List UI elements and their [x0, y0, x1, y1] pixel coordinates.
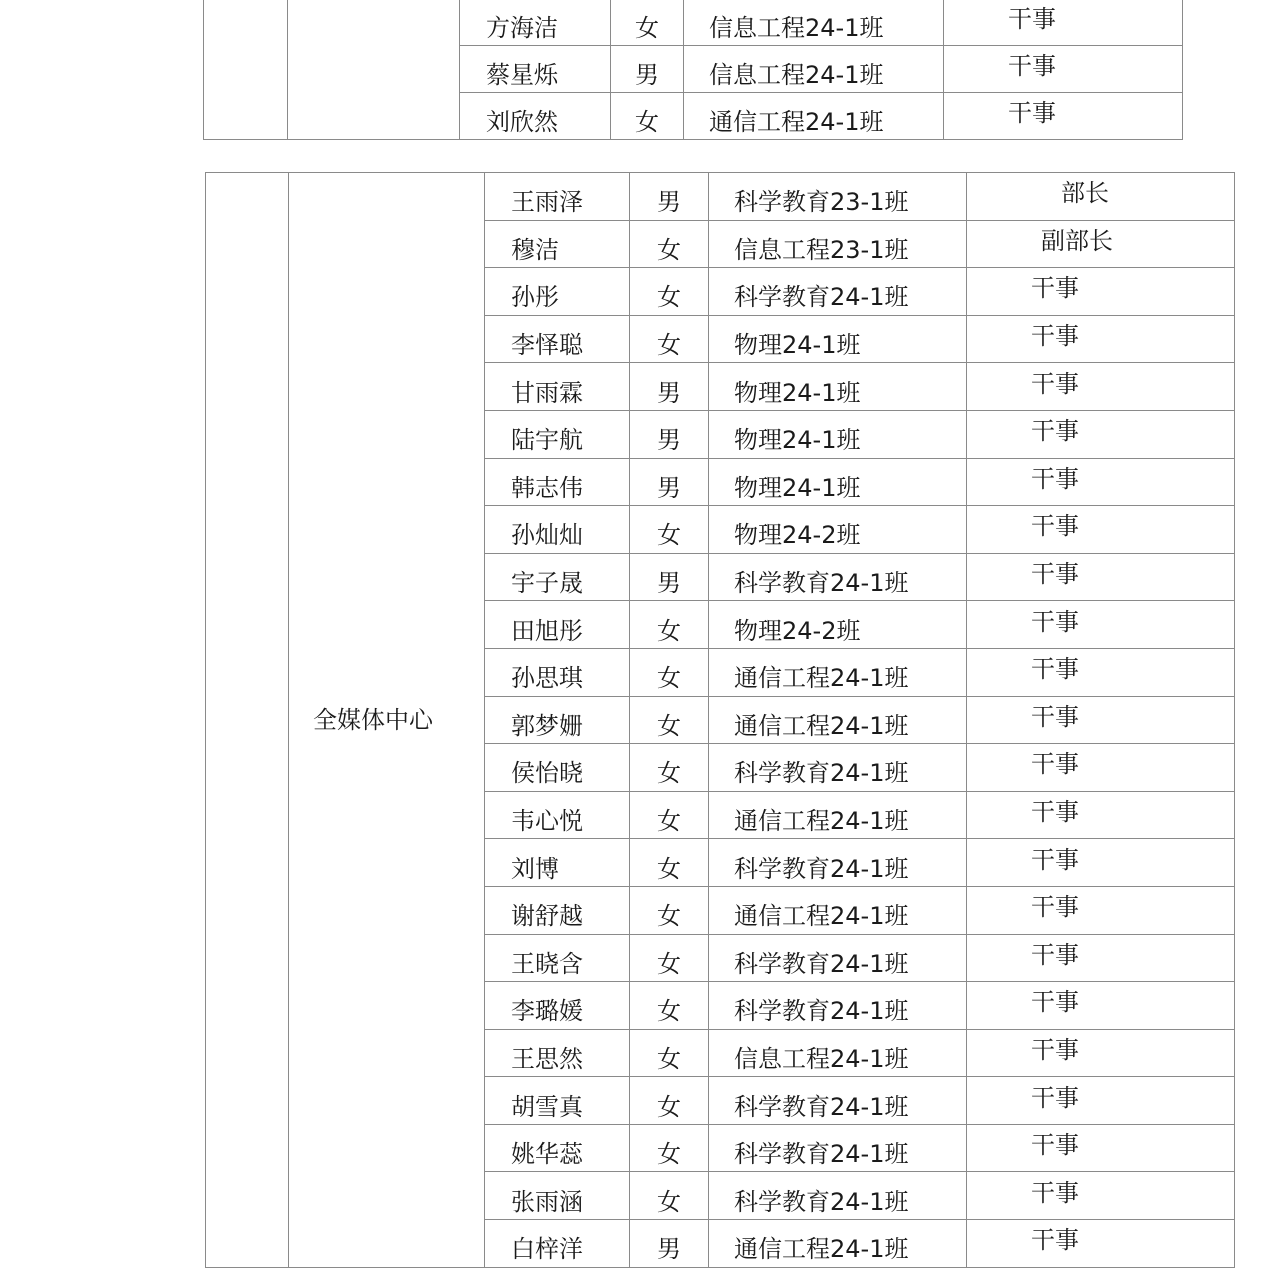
name-cell: [485, 934, 630, 982]
class-cell: [709, 791, 967, 839]
role-cell: [967, 220, 1235, 268]
class-cell-text: 通信工程24-1班: [734, 902, 909, 931]
name-cell: [460, 46, 611, 93]
name-cell: [485, 553, 630, 601]
blank-column-cell: [206, 173, 289, 1268]
name-cell-text: 白梓洋: [511, 1235, 583, 1264]
name-cell: [460, 0, 611, 46]
name-cell-text: 王雨泽: [511, 188, 583, 217]
class-cell: [709, 696, 967, 744]
role-cell-text: 干事: [1031, 893, 1079, 922]
role-cell-text: 干事: [1031, 607, 1079, 636]
class-cell: [684, 46, 944, 93]
name-cell: [485, 744, 630, 792]
class-cell: [709, 458, 967, 506]
gender-cell: [630, 934, 709, 982]
gender-cell: [630, 1220, 709, 1268]
role-cell-text: 干事: [1031, 274, 1079, 303]
name-cell: [485, 315, 630, 363]
gender-cell: [630, 506, 709, 554]
name-cell-text: 刘博: [511, 854, 559, 883]
gender-cell: [630, 1124, 709, 1172]
name-cell-text: 陆宇航: [511, 426, 583, 455]
name-cell-text: 李璐媛: [511, 997, 583, 1026]
name-cell: [485, 363, 630, 411]
role-cell-text: 干事: [1031, 417, 1079, 446]
name-cell-text: 侯怡晓: [511, 759, 583, 788]
gender-cell-text: 女: [657, 1140, 681, 1169]
role-cell: [967, 982, 1235, 1030]
role-cell-text: 干事: [1031, 655, 1079, 684]
gender-cell: [630, 268, 709, 316]
name-cell: [485, 1124, 630, 1172]
name-cell: [485, 1029, 630, 1077]
gender-cell-text: 女: [657, 616, 681, 645]
gender-cell: [630, 1077, 709, 1125]
class-cell-text: 信息工程24-1班: [734, 1044, 909, 1073]
class-cell: [709, 1029, 967, 1077]
role-cell: [967, 886, 1235, 934]
class-cell-text: 物理24-1班: [734, 473, 861, 502]
role-cell-text: 干事: [1031, 845, 1079, 874]
class-cell-text: 科学教育24-1班: [734, 949, 909, 978]
gender-cell-text: 男: [635, 61, 659, 89]
class-cell-text: 通信工程24-1班: [734, 711, 909, 740]
name-cell-text: 韦心悦: [511, 807, 583, 836]
name-cell-text: 甘雨霖: [511, 378, 583, 407]
class-cell: [709, 173, 967, 221]
class-cell-text: 科学教育24-1班: [734, 1187, 909, 1216]
role-cell: [967, 601, 1235, 649]
blank-column-cell: [204, 0, 288, 140]
gender-cell-text: 女: [657, 759, 681, 788]
role-cell-text: 干事: [1031, 988, 1079, 1017]
gender-cell-text: 女: [657, 854, 681, 883]
class-cell-text: 通信工程24-1班: [734, 664, 909, 693]
name-cell: [485, 1172, 630, 1220]
name-cell: [460, 93, 611, 140]
name-cell-text: 谢舒越: [511, 902, 583, 931]
name-cell: [485, 696, 630, 744]
gender-cell-text: 男: [657, 188, 681, 217]
role-cell: [967, 1172, 1235, 1220]
name-cell-text: 孙灿灿: [511, 521, 583, 550]
name-cell: [485, 458, 630, 506]
name-cell-text: 张雨涵: [511, 1187, 583, 1216]
class-cell: [709, 839, 967, 887]
gender-cell-text: 女: [657, 949, 681, 978]
role-cell-text: 干事: [1031, 750, 1079, 779]
name-cell-text: 王思然: [511, 1044, 583, 1073]
name-cell: [485, 410, 630, 458]
table-row: [206, 173, 1235, 221]
gender-cell: [630, 410, 709, 458]
gender-cell: [630, 1029, 709, 1077]
class-cell: [709, 934, 967, 982]
role-cell: [967, 648, 1235, 696]
name-cell: [485, 648, 630, 696]
gender-cell-text: 男: [657, 569, 681, 598]
class-cell-text: 科学教育24-1班: [734, 759, 909, 788]
table-row: [204, 0, 1183, 46]
roster-table-main: [205, 172, 1235, 1268]
class-cell-text: 物理24-1班: [734, 426, 861, 455]
class-cell: [709, 1077, 967, 1125]
gender-cell: [630, 982, 709, 1030]
role-cell: [944, 93, 1183, 140]
roster-table-main-body: [206, 173, 1235, 1268]
name-cell: [485, 220, 630, 268]
department-name: 全媒体中心: [313, 705, 433, 734]
department-cell: [288, 0, 460, 140]
class-cell: [709, 506, 967, 554]
role-cell: [967, 744, 1235, 792]
class-cell: [709, 268, 967, 316]
gender-cell: [630, 1172, 709, 1220]
gender-cell-text: 女: [657, 1044, 681, 1073]
gender-cell-text: 女: [635, 14, 659, 42]
gender-cell: [630, 886, 709, 934]
gender-cell-text: 男: [657, 1235, 681, 1264]
class-cell-text: 科学教育24-1班: [734, 283, 909, 312]
role-cell: [944, 0, 1183, 46]
class-cell: [709, 886, 967, 934]
name-cell: [485, 839, 630, 887]
gender-cell-text: 女: [657, 1092, 681, 1121]
class-cell: [709, 648, 967, 696]
class-cell: [709, 315, 967, 363]
gender-cell: [611, 93, 684, 140]
name-cell: [485, 982, 630, 1030]
class-cell: [709, 410, 967, 458]
gender-cell-text: 女: [657, 235, 681, 264]
class-cell-text: 科学教育24-1班: [734, 1092, 909, 1121]
class-cell: [709, 1124, 967, 1172]
class-cell-text: 科学教育24-1班: [734, 997, 909, 1026]
role-cell-text: 干事: [1008, 52, 1056, 80]
gender-cell-text: 女: [635, 108, 659, 136]
gender-cell-text: 女: [657, 331, 681, 360]
class-cell-text: 物理24-1班: [734, 378, 861, 407]
class-cell-text: 信息工程24-1班: [709, 14, 884, 42]
gender-cell: [630, 220, 709, 268]
gender-cell: [630, 648, 709, 696]
name-cell-text: 方海洁: [486, 14, 558, 42]
role-cell: [967, 839, 1235, 887]
gender-cell: [630, 363, 709, 411]
class-cell: [709, 1220, 967, 1268]
class-cell: [709, 601, 967, 649]
role-cell: [967, 410, 1235, 458]
role-cell-text: 干事: [1031, 369, 1079, 398]
name-cell-text: 胡雪真: [511, 1092, 583, 1121]
class-cell-text: 物理24-2班: [734, 521, 861, 550]
name-cell-text: 田旭彤: [511, 616, 583, 645]
class-cell-text: 科学教育24-1班: [734, 569, 909, 598]
class-cell: [709, 363, 967, 411]
class-cell: [709, 982, 967, 1030]
gender-cell-text: 女: [657, 807, 681, 836]
role-cell: [967, 791, 1235, 839]
role-cell: [967, 553, 1235, 601]
name-cell-text: 郭梦姗: [511, 711, 583, 740]
gender-cell: [630, 173, 709, 221]
class-cell: [709, 220, 967, 268]
class-cell-text: 科学教育23-1班: [734, 188, 909, 217]
name-cell-text: 孙彤: [511, 283, 559, 312]
role-cell: [967, 458, 1235, 506]
gender-cell-text: 女: [657, 521, 681, 550]
gender-cell: [630, 791, 709, 839]
role-cell: [967, 696, 1235, 744]
role-cell-text: 干事: [1031, 322, 1079, 351]
class-cell-text: 通信工程24-1班: [709, 108, 884, 136]
role-cell-text: 干事: [1031, 798, 1079, 827]
role-cell: [967, 363, 1235, 411]
name-cell-text: 穆洁: [511, 235, 559, 264]
name-cell-text: 姚华蕊: [511, 1140, 583, 1169]
role-cell-text: 干事: [1031, 1131, 1079, 1160]
gender-cell-text: 男: [657, 473, 681, 502]
role-cell: [967, 268, 1235, 316]
gender-cell-text: 男: [657, 426, 681, 455]
class-cell-text: 物理24-1班: [734, 331, 861, 360]
class-cell-text: 信息工程23-1班: [734, 235, 909, 264]
class-cell-text: 信息工程24-1班: [709, 61, 884, 89]
gender-cell: [630, 744, 709, 792]
role-cell: [967, 1124, 1235, 1172]
class-cell: [709, 1172, 967, 1220]
name-cell-text: 韩志伟: [511, 473, 583, 502]
gender-cell: [630, 458, 709, 506]
role-cell-text: 副部长: [1041, 226, 1113, 255]
class-cell-text: 物理24-2班: [734, 616, 861, 645]
gender-cell: [630, 839, 709, 887]
role-cell: [967, 934, 1235, 982]
role-cell-text: 干事: [1031, 1035, 1079, 1064]
name-cell-text: 宇子晟: [511, 569, 583, 598]
role-cell-text: 干事: [1031, 702, 1079, 731]
gender-cell: [611, 0, 684, 46]
class-cell-text: 通信工程24-1班: [734, 807, 909, 836]
name-cell: [485, 1220, 630, 1268]
role-cell-text: 干事: [1008, 99, 1056, 127]
name-cell: [485, 1077, 630, 1125]
role-cell-text: 干事: [1031, 560, 1079, 589]
gender-cell: [611, 46, 684, 93]
department-cell: [289, 173, 485, 1268]
gender-cell-text: 女: [657, 664, 681, 693]
gender-cell: [630, 696, 709, 744]
name-cell: [485, 268, 630, 316]
gender-cell-text: 男: [657, 378, 681, 407]
name-cell: [485, 173, 630, 221]
gender-cell: [630, 601, 709, 649]
name-cell: [485, 886, 630, 934]
name-cell-text: 蔡星烁: [486, 61, 558, 89]
role-cell: [967, 1029, 1235, 1077]
class-cell-text: 通信工程24-1班: [734, 1235, 909, 1264]
class-cell: [684, 0, 944, 46]
gender-cell: [630, 553, 709, 601]
role-cell: [967, 315, 1235, 363]
role-cell-text: 干事: [1031, 512, 1079, 541]
class-cell: [709, 553, 967, 601]
name-cell-text: 李怿聪: [511, 331, 583, 360]
roster-table-top-body: [204, 0, 1183, 140]
role-cell: [967, 1220, 1235, 1268]
gender-cell-text: 女: [657, 997, 681, 1026]
class-cell-text: 科学教育24-1班: [734, 854, 909, 883]
role-cell-text: 干事: [1031, 1226, 1079, 1255]
name-cell: [485, 791, 630, 839]
role-cell-text: 干事: [1008, 5, 1056, 33]
gender-cell-text: 女: [657, 711, 681, 740]
name-cell-text: 孙思琪: [511, 664, 583, 693]
role-cell-text: 部长: [1061, 179, 1109, 208]
role-cell-text: 干事: [1031, 1178, 1079, 1207]
gender-cell-text: 女: [657, 902, 681, 931]
role-cell: [944, 46, 1183, 93]
class-cell-text: 科学教育24-1班: [734, 1140, 909, 1169]
gender-cell-text: 女: [657, 283, 681, 312]
name-cell-text: 刘欣然: [486, 108, 558, 136]
role-cell-text: 干事: [1031, 940, 1079, 969]
name-cell: [485, 506, 630, 554]
role-cell: [967, 173, 1235, 221]
class-cell: [709, 744, 967, 792]
gender-cell: [630, 315, 709, 363]
name-cell-text: 王晓含: [511, 949, 583, 978]
role-cell: [967, 1077, 1235, 1125]
roster-table-top: [203, 0, 1183, 140]
role-cell: [967, 506, 1235, 554]
gender-cell-text: 女: [657, 1187, 681, 1216]
class-cell: [684, 93, 944, 140]
name-cell: [485, 601, 630, 649]
role-cell-text: 干事: [1031, 1083, 1079, 1112]
role-cell-text: 干事: [1031, 464, 1079, 493]
